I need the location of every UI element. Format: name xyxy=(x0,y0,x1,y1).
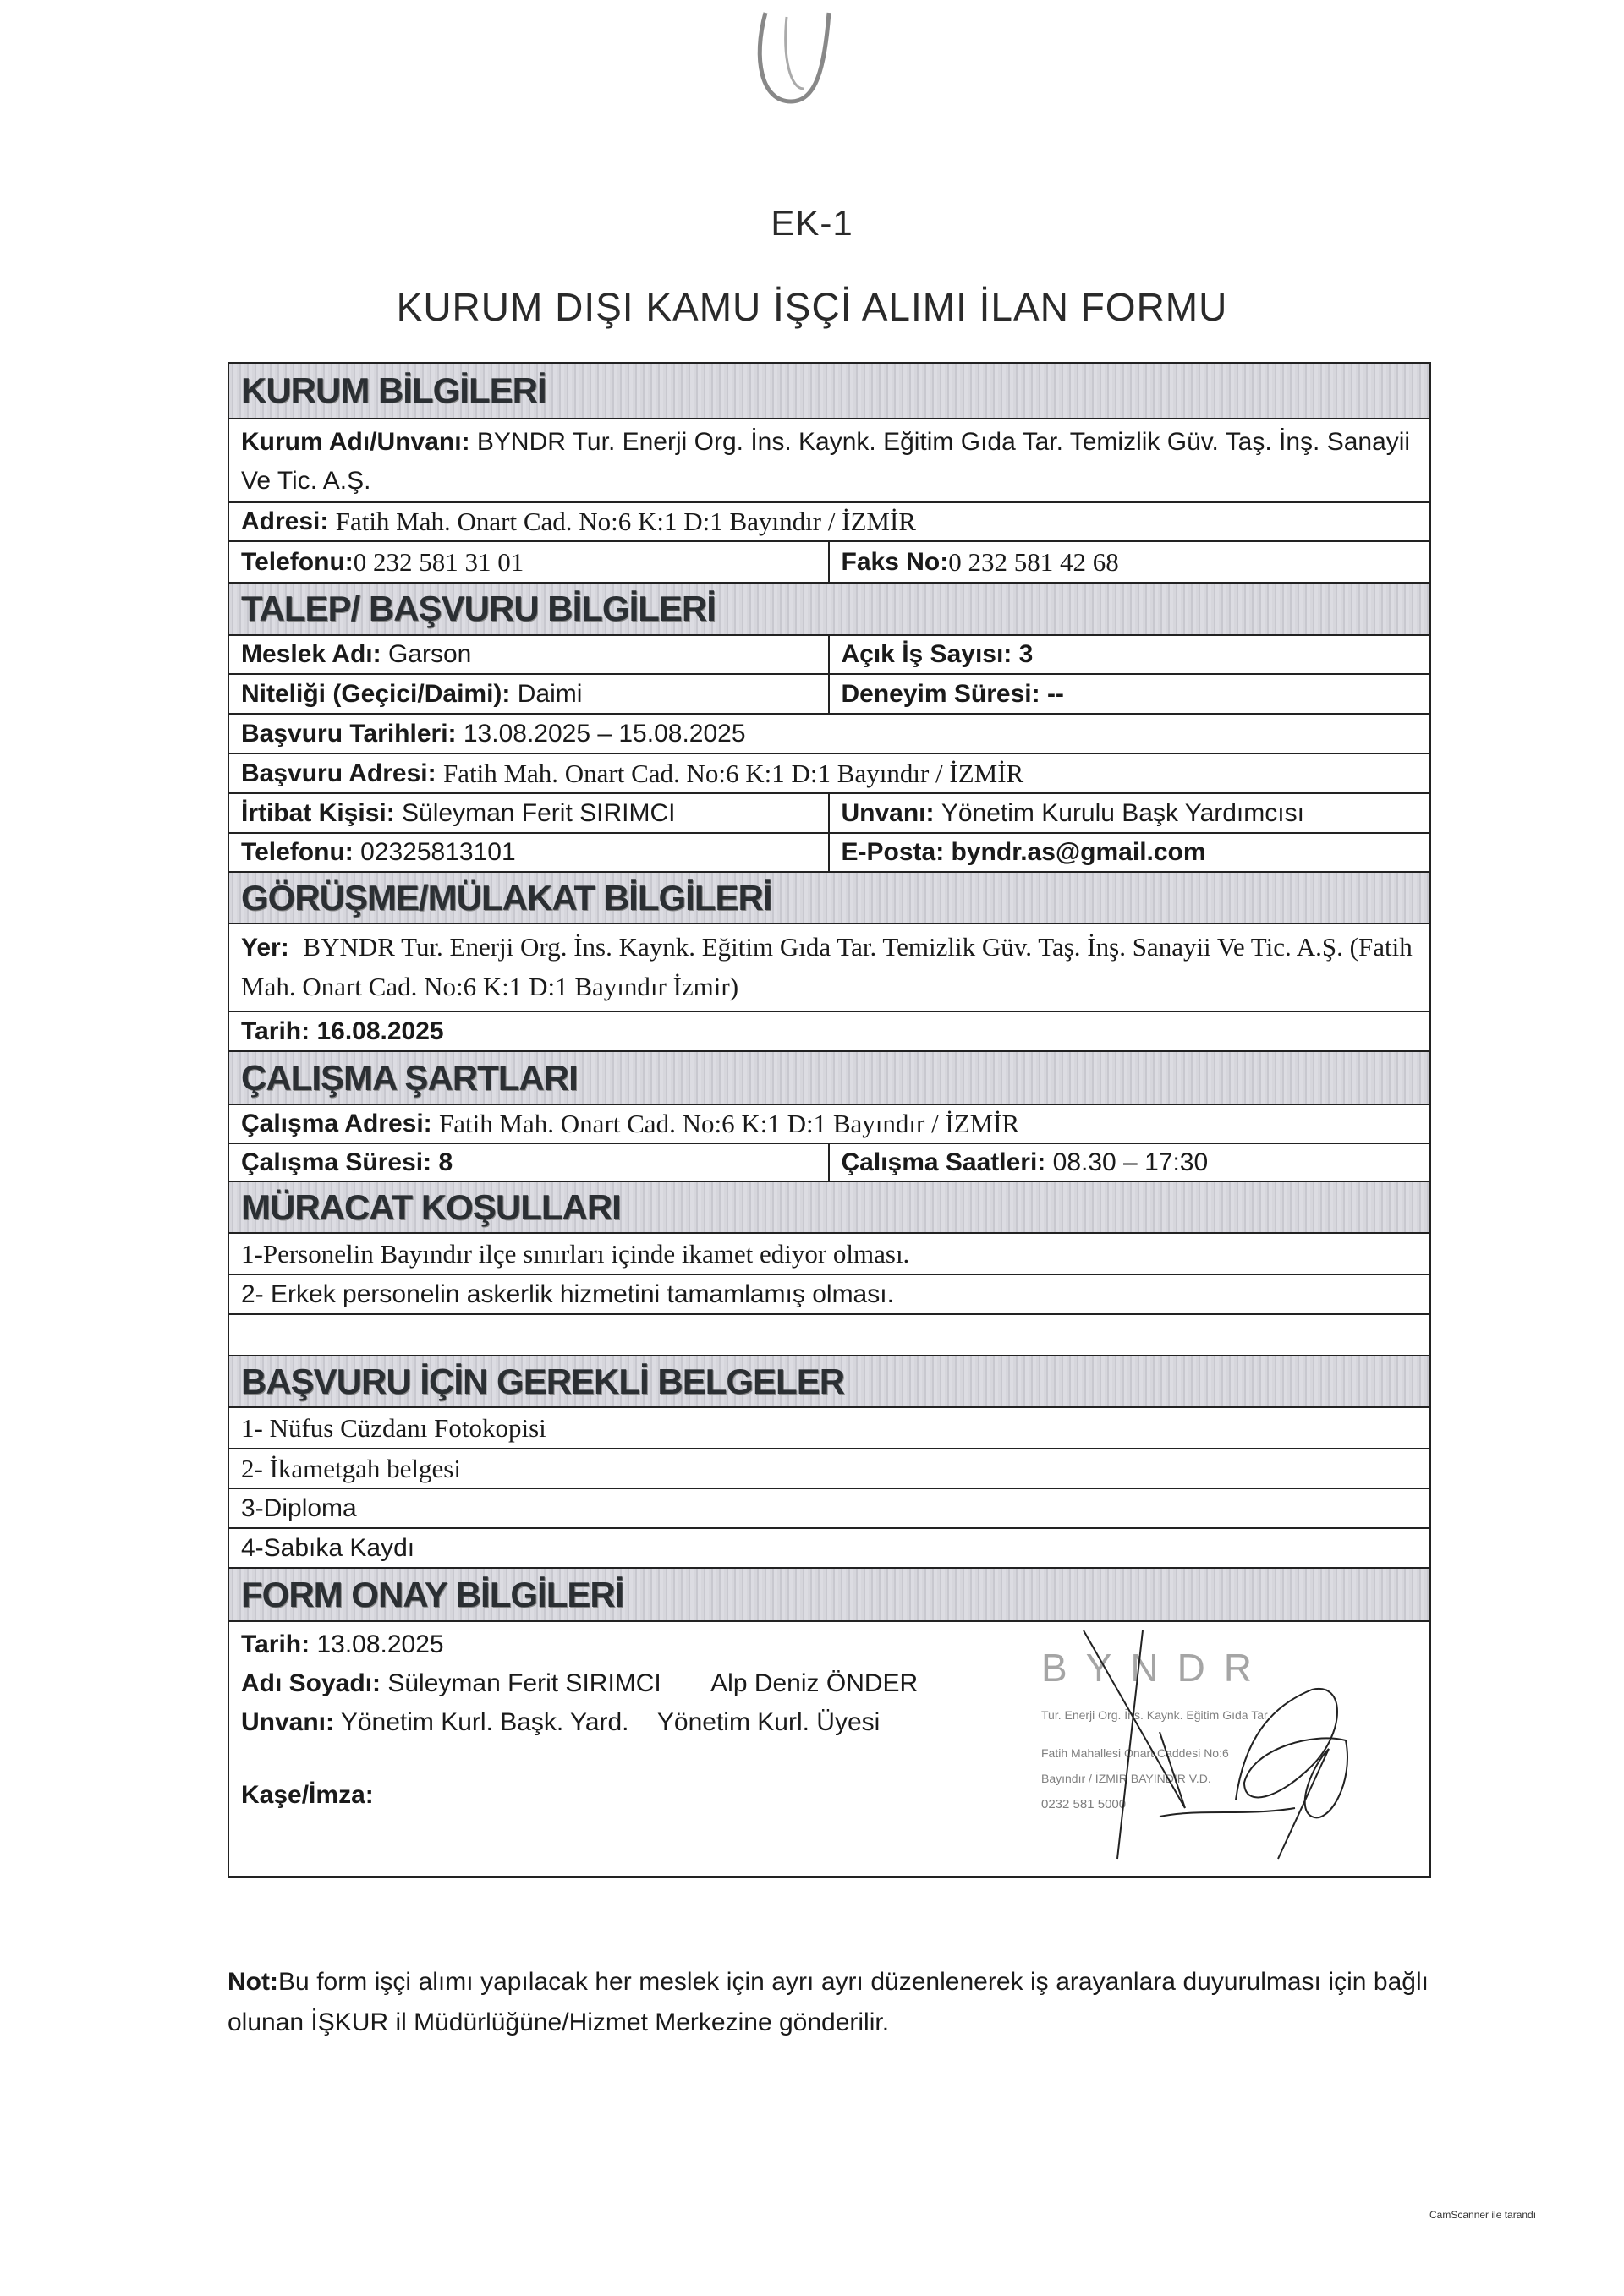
condition-item xyxy=(229,1275,1429,1315)
field-label: E-Posta: xyxy=(841,838,945,866)
empty-row xyxy=(229,1315,1429,1356)
document-text: 2- İkametgah belgesi xyxy=(241,1453,461,1483)
annex-label: EK-1 xyxy=(771,203,853,243)
section-gorusme xyxy=(229,873,1429,924)
row-work-hours xyxy=(229,1144,1429,1182)
svg-text:BYNDR: BYNDR xyxy=(1041,1646,1271,1690)
field-label: Çalışma Saatleri: xyxy=(841,1148,1046,1176)
field-label: Yer: xyxy=(241,934,289,962)
section-title: KURUM BİLGİLERİ xyxy=(241,370,546,410)
section-title: BAŞVURU İÇİN GEREKLİ BELGELER xyxy=(241,1361,845,1401)
stamp-label: Kaşe/İmza: xyxy=(241,1781,374,1809)
field-value-2: Alp Deniz ÖNDER xyxy=(710,1669,919,1697)
section-title: FORM ONAY BİLGİLERİ xyxy=(241,1574,624,1614)
row-place xyxy=(229,924,1429,1012)
field-value: BYNDR Tur. Enerji Org. İns. Kaynk. Eğitim Gıda Tar. Temizlik Güv. Taş. İnş. Sanayii Ve Tic. A.Ş. xyxy=(241,428,1411,495)
field-value: 3 xyxy=(1018,640,1034,668)
field-value: Fatih Mah. Onart Cad. No:6 K:1 D:1 Bayındır / İZMİR xyxy=(439,1109,1020,1138)
note-text: Bu form işçi alımı yapılacak her meslek için ayrı ayrı düzenlenerek iş arayanlara duyurulması için bağlı olunan İŞKUR il Müdürlüğüne/Hizmet Merkezine gönderilir. xyxy=(228,1968,1429,2036)
field-value: Yönetim Kurulu Başk Yardımcısı xyxy=(941,798,1304,827)
svg-text:Bayındır / İZMİR BAYINDIR V.D: Bayındır / İZMİR BAYINDIR V.D. xyxy=(1041,1772,1211,1785)
field-value: Daimi xyxy=(517,679,583,708)
document-item xyxy=(229,1529,1429,1569)
document-text: 1- Nüfus Cüzdanı Fotokopisi xyxy=(241,1412,546,1443)
document-text: 3-Diploma xyxy=(241,1493,357,1522)
field-value-2: Yönetim Kurl. Üyesi xyxy=(656,1708,881,1736)
field-value: 0 232 581 42 68 xyxy=(948,546,1119,577)
section-kurum xyxy=(229,364,1429,419)
section-title: GÖRÜŞME/MÜLAKAT BİLGİLERİ xyxy=(241,877,772,918)
section-calisma xyxy=(229,1052,1429,1105)
section-title: MÜRACAT KOŞULLARI xyxy=(241,1186,621,1227)
row-contact-phone xyxy=(229,834,1429,873)
row-work-address xyxy=(229,1105,1429,1144)
field-label: Telefonu: xyxy=(241,547,354,576)
field-label: Tarih: xyxy=(241,1630,310,1658)
field-label: Başvuru Tarihleri: xyxy=(241,719,457,748)
field-label: Adresi: xyxy=(241,507,329,535)
row-dates xyxy=(229,715,1429,754)
condition-text: 1-Personelin Bayındır ilçe sınırları içinde ikamet ediyor olması. xyxy=(241,1238,910,1269)
field-value: BYNDR Tur. Enerji Org. İns. Kaynk. Eğitim Gıda Tar. Temizlik Güv. Taş. İnş. Sanayii Ve Tic. A.Ş. (Fatih Mah. Onart Cad. No:6 K:1 D:1 Bayındır İzmir) xyxy=(241,932,1413,1001)
field-label: Çalışma Süresi: xyxy=(241,1148,432,1176)
form-title: KURUM DIŞI KAMU İŞÇİ ALIMI İLAN FORMU xyxy=(396,285,1228,329)
svg-text:0232 581 5000: 0232 581 5000 xyxy=(1041,1797,1127,1811)
row-interview-date xyxy=(229,1012,1429,1052)
field-value: Yönetim Kurl. Başk. Yard. xyxy=(340,1708,629,1736)
field-label: Tarih: xyxy=(241,1016,310,1045)
svg-text:Tur. Enerji Org. İns. Kaynk. E: Tur. Enerji Org. İns. Kaynk. Eğitim Gıda Tar. xyxy=(1041,1708,1270,1722)
field-label: İrtibat Kişisi: xyxy=(241,798,395,827)
condition-item xyxy=(229,1234,1429,1275)
row-kurum-phone xyxy=(229,542,1429,584)
section-talep xyxy=(229,584,1429,636)
row-kurum-name xyxy=(229,419,1429,503)
field-value: 08.30 – 17:30 xyxy=(1052,1148,1209,1176)
approval-block xyxy=(229,1622,1429,1876)
field-label: Deneyim Süresi: xyxy=(841,679,1040,708)
footer-note xyxy=(228,1962,1429,2043)
email-value: byndr.as@gmail.com xyxy=(951,838,1206,866)
section-title: TALEP/ BAŞVURU BİLGİLERİ xyxy=(241,589,716,628)
field-label: Telefonu: xyxy=(241,838,354,866)
field-value: Fatih Mah. Onart Cad. No:6 K:1 D:1 Bayındır / İZMİR xyxy=(335,507,916,536)
field-value: 13.08.2025 xyxy=(316,1630,444,1658)
row-kurum-address xyxy=(229,503,1429,542)
row-contact xyxy=(229,794,1429,834)
section-title: ÇALIŞMA ŞARTLARI xyxy=(241,1057,578,1098)
field-label: Adı Soyadı: xyxy=(241,1669,381,1697)
field-label: Kurum Adı/Unvanı: xyxy=(241,428,470,456)
document-text: 4-Sabıka Kaydı xyxy=(241,1533,415,1562)
field-value: Garson xyxy=(387,640,472,668)
section-muracat xyxy=(229,1182,1429,1234)
field-label: Faks No: xyxy=(841,547,949,576)
row-app-address xyxy=(229,754,1429,794)
field-label: Unvanı: xyxy=(241,1708,335,1736)
field-label: Başvuru Adresi: xyxy=(241,759,436,787)
field-value: Fatih Mah. Onart Cad. No:6 K:1 D:1 Bayındır / İZMİR xyxy=(442,758,1024,788)
row-type xyxy=(229,675,1429,715)
field-label: Açık İş Sayısı: xyxy=(841,640,1012,668)
document-item xyxy=(229,1408,1429,1449)
section-belgeler xyxy=(229,1356,1429,1408)
field-value: 8 xyxy=(438,1148,453,1176)
field-label: Unvanı: xyxy=(841,798,935,827)
field-value: -- xyxy=(1046,679,1064,708)
field-value: 0 232 581 31 01 xyxy=(353,546,524,577)
field-label: Meslek Adı: xyxy=(241,640,381,668)
note-label: Not: xyxy=(228,1968,278,1996)
row-job xyxy=(229,636,1429,675)
field-value: Süleyman Ferit SIRIMCI xyxy=(387,1669,661,1697)
field-label: Çalışma Adresi: xyxy=(241,1110,432,1137)
svg-text:Fatih Mahallesi Onart Caddesi: Fatih Mahallesi Onart Caddesi No:6 xyxy=(1041,1746,1229,1760)
field-value: 02325813101 xyxy=(360,838,516,866)
document-item xyxy=(229,1489,1429,1529)
staple-mark xyxy=(744,8,846,110)
condition-text: 2- Erkek personelin askerlik hizmetini tamamlamış olması. xyxy=(241,1280,894,1308)
form-table xyxy=(228,362,1431,1878)
field-label: Niteliği (Geçici/Daimi): xyxy=(241,679,511,708)
field-value: 16.08.2025 xyxy=(316,1016,444,1045)
document-item xyxy=(229,1449,1429,1489)
field-value: 13.08.2025 – 15.08.2025 xyxy=(463,719,746,748)
scanner-watermark: CamScanner ile tarandı xyxy=(1429,2209,1537,2221)
field-value: Süleyman Ferit SIRIMCI xyxy=(402,798,676,827)
stamp-signature xyxy=(1024,1614,1422,1867)
